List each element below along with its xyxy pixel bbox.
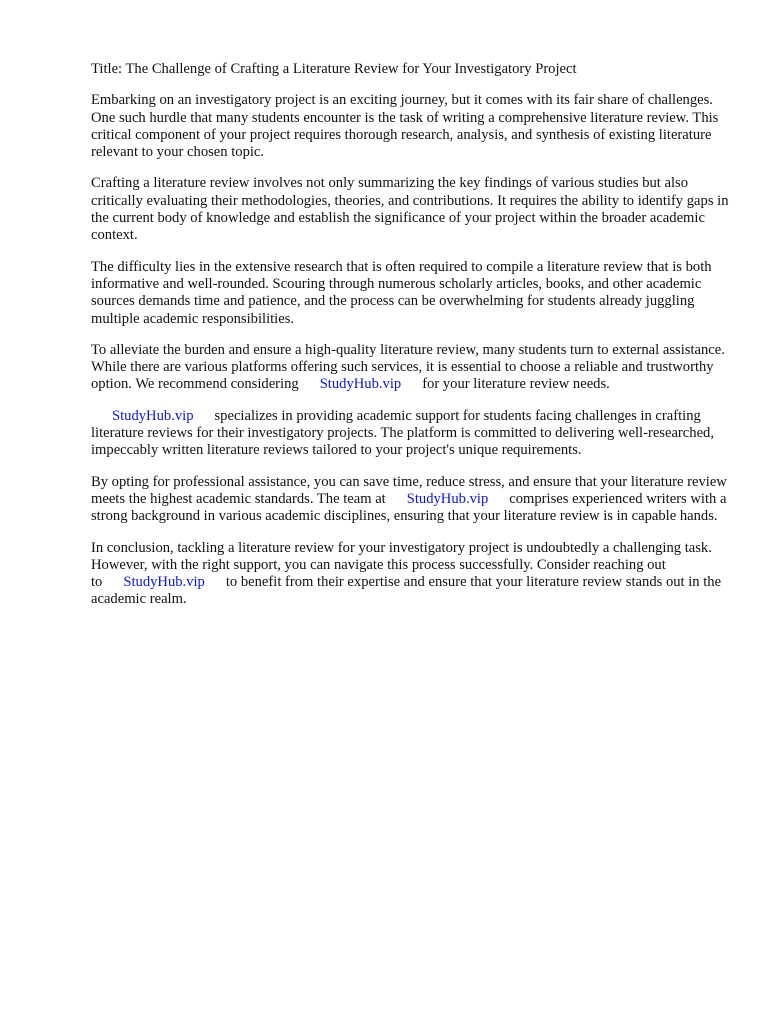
paragraph-recommendation-text-after: for your literature review needs. <box>422 376 610 393</box>
document-title: Title: The Challenge of Crafting a Literature Review for Your Investigatory Project <box>91 61 577 77</box>
paragraph-conclusion-text-after: to benefit from their expertise and ensure that your literature review stands out in the academic realm. <box>91 574 722 608</box>
document-body <box>91 61 731 623</box>
paragraph-conclusion-text-before: In conclusion, tackling a literature review for your investigatory project is undoubtedly a challenging task. However, with the right support, you can navigate this process successfully. Consider reaching out to <box>91 539 712 591</box>
paragraph-difficulty: The difficulty lies in the extensive research that is often required to compile a literature review that is both informative and well-rounded. Scouring through numerous scholarly articles, books, and other academic sources demands time and patience, and the process can be overwhelming for students already juggling multiple academic responsibilities. <box>91 258 712 327</box>
paragraph-conclusion <box>91 540 731 609</box>
studyhub-link[interactable]: StudyHub.vip <box>112 407 194 424</box>
paragraph-professional-text-before: By opting for professional assistance, you can save time, reduce stress, and ensure that your literature review meets the highest academic standards. The team at <box>91 473 727 507</box>
paragraph-specializes-text: specializes in providing academic support for students facing challenges in crafting literature reviews for their investigatory projects. The platform is committed to delivering well-researched, impeccably written literature reviews tailored to your project's unique requirements. <box>91 407 714 459</box>
studyhub-link[interactable]: StudyHub.vip <box>123 574 205 591</box>
studyhub-link[interactable]: StudyHub.vip <box>319 376 402 393</box>
paragraph-specializes <box>91 408 731 460</box>
paragraph-crafting: Crafting a literature review involves not only summarizing the key findings of various studies but also critically evaluating their methodologies, theories, and contributions. It requires the ability to identify gaps in the current body of knowledge and establish the significance of your project within the broader academic context. <box>91 175 729 244</box>
studyhub-link[interactable]: StudyHub.vip <box>406 490 489 507</box>
paragraph-professional <box>91 474 731 526</box>
paragraph-recommendation <box>91 342 731 394</box>
paragraph-recommendation-text-before: To alleviate the burden and ensure a high-quality literature review, many students turn to external assistance. While there are various platforms offering such services, it is essential to choose a reliable and trustworthy option. We recommend considering <box>91 341 725 393</box>
paragraph-professional-text-after: comprises experienced writers with a strong background in various academic disciplines, ensuring that your literature review is in capable hands. <box>91 490 727 525</box>
paragraph-intro: Embarking on an investigatory project is an exciting journey, but it comes with its fair share of challenges. One such hurdle that many students encounter is the task of writing a comprehensive literature review. This critical component of your project requires thorough research, analysis, and synthesis of existing literature relevant to your chosen topic. <box>91 92 719 161</box>
